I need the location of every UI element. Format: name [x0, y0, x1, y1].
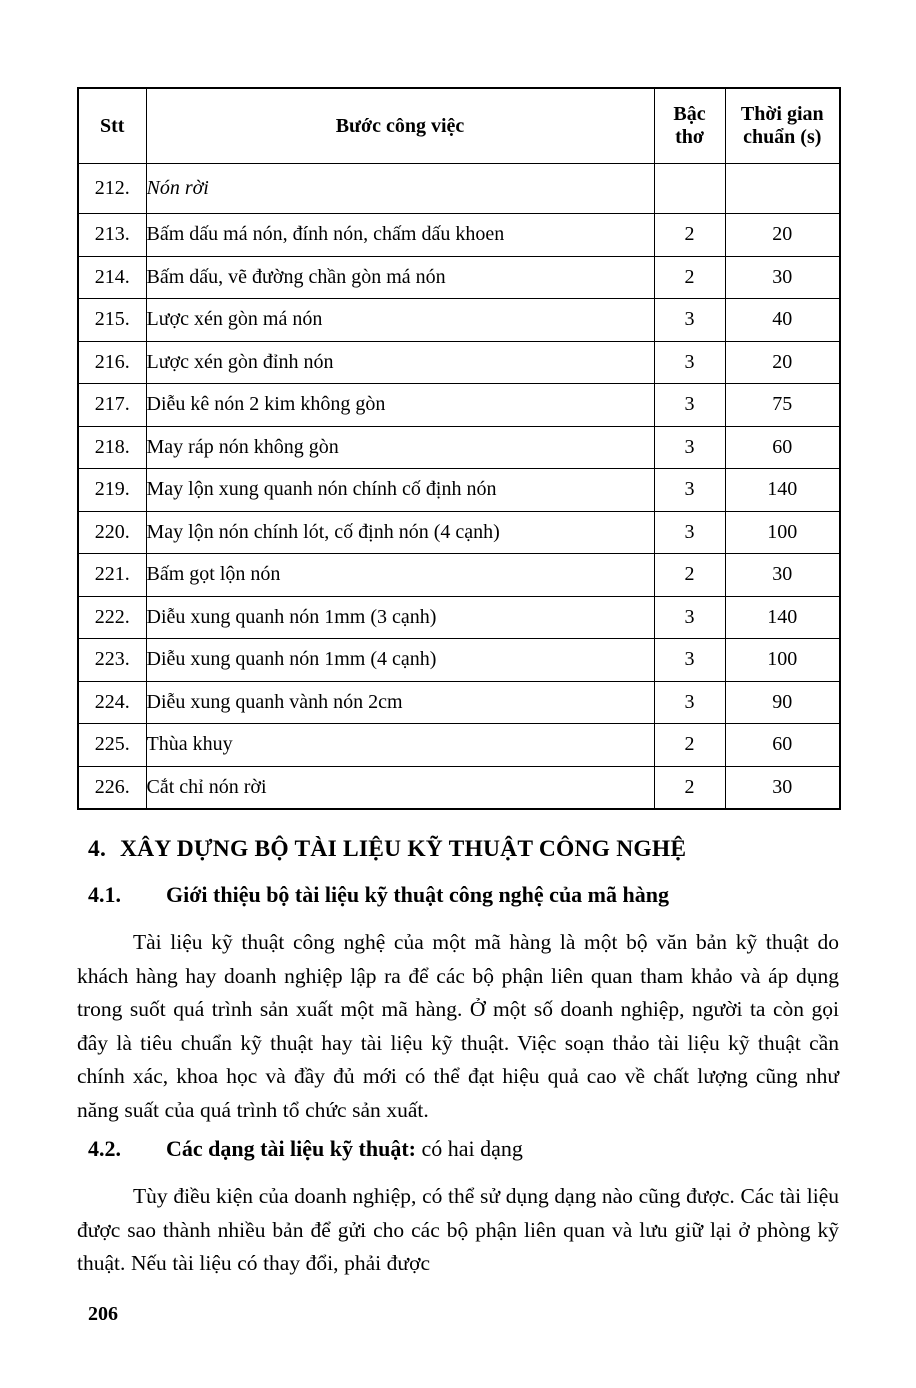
section-heading-4-2-title: Các dạng tài liệu kỹ thuật: [166, 1136, 416, 1161]
cell-grade: 2 [654, 766, 725, 809]
table-header-row [78, 88, 840, 164]
cell-stt: 215. [78, 299, 146, 342]
cell-description: Cắt chỉ nón rời [146, 766, 654, 809]
cell-time: 30 [725, 256, 840, 299]
table-row [78, 639, 840, 682]
section-heading-4-1 [88, 882, 848, 908]
cell-time: 60 [725, 724, 840, 767]
cell-grade: 2 [654, 724, 725, 767]
cell-time: 100 [725, 639, 840, 682]
cell-grade: 3 [654, 341, 725, 384]
cell-description: Bấm dấu, vẽ đường chần gòn má nón [146, 256, 654, 299]
column-header-time: Thời gian chuẩn (s) [725, 88, 840, 164]
table-row [78, 724, 840, 767]
column-header-stt: Stt [78, 88, 146, 164]
table-row [78, 554, 840, 597]
cell-description: Bấm gọt lộn nón [146, 554, 654, 597]
paragraph-4-2: Tùy điều kiện của doanh nghiệp, có thể sử dụng dạng nào cũng được. Các tài liệu được sao thành nhiều bản để gửi cho các bộ phận liên quan và lưu giữ lại ở phòng kỹ thuật. Nếu tài liệu có thay đổi, phải được [77, 1184, 839, 1275]
cell-grade: 3 [654, 511, 725, 554]
section-heading-4 [88, 836, 848, 863]
table-row [78, 469, 840, 512]
cell-description: Diễu xung quanh vành nón 2cm [146, 681, 654, 724]
section-heading-4-1-title: Giới thiệu bộ tài liệu kỹ thuật công nghệ của mã hàng [166, 882, 669, 907]
table-header [78, 88, 840, 164]
cell-stt: 222. [78, 596, 146, 639]
cell-time: 20 [725, 214, 840, 257]
cell-time: 140 [725, 596, 840, 639]
cell-description: Diễu xung quanh nón 1mm (4 cạnh) [146, 639, 654, 682]
cell-stt: 226. [78, 766, 146, 809]
cell-time: 90 [725, 681, 840, 724]
table-row [78, 596, 840, 639]
cell-grade: 3 [654, 299, 725, 342]
cell-description: Lược xén gòn đỉnh nón [146, 341, 654, 384]
cell-stt: 221. [78, 554, 146, 597]
table-row [78, 256, 840, 299]
cell-grade: 3 [654, 639, 725, 682]
section-heading-4-2 [88, 1136, 848, 1162]
cell-description: Nón rời [146, 164, 654, 214]
cell-time: 140 [725, 469, 840, 512]
table-row [78, 511, 840, 554]
table-row [78, 214, 840, 257]
table-row [78, 299, 840, 342]
cell-time: 75 [725, 384, 840, 427]
column-header-grade: Bậc thơ [654, 88, 725, 164]
section-heading-4-2-number: 4.2. [88, 1136, 121, 1161]
cell-grade [654, 164, 725, 214]
cell-description: May lộn xung quanh nón chính cố định nón [146, 469, 654, 512]
cell-time: 20 [725, 341, 840, 384]
cell-grade: 3 [654, 596, 725, 639]
cell-grade: 3 [654, 681, 725, 724]
cell-description: May lộn nón chính lót, cố định nón (4 cạnh) [146, 511, 654, 554]
cell-stt: 223. [78, 639, 146, 682]
table-row [78, 426, 840, 469]
table-row [78, 341, 840, 384]
cell-stt: 220. [78, 511, 146, 554]
cell-description: Thùa khuy [146, 724, 654, 767]
paragraph-4-1: Tài liệu kỹ thuật công nghệ của một mã hàng là một bộ văn bản kỹ thuật do khách hàng hay doanh nghiệp lập ra để các bộ phận liên quan tham khảo và áp dụng trong suốt quá trình sản xuất một mã hàng. Ở một số doanh nghiệp, người ta còn gọi đây là tiêu chuẩn kỹ thuật hay tài liệu kỹ thuật. Việc soạn thảo tài liệu kỹ thuật cần chính xác, khoa học và đầy đủ mới có thể đạt hiệu quả cao về chất lượng cũng như năng suất của quá trình tổ chức sản xuất. [77, 930, 839, 1122]
cell-grade: 3 [654, 426, 725, 469]
cell-time: 60 [725, 426, 840, 469]
table-body [78, 164, 840, 810]
work-steps-table [77, 87, 841, 810]
section-heading-4-title: XÂY DỰNG BỘ TÀI LIỆU KỸ THUẬT CÔNG NGHỆ [120, 836, 687, 862]
cell-stt: 219. [78, 469, 146, 512]
table-row [78, 766, 840, 809]
cell-time: 40 [725, 299, 840, 342]
cell-stt: 217. [78, 384, 146, 427]
table-row [78, 681, 840, 724]
cell-description: Diễu xung quanh nón 1mm (3 cạnh) [146, 596, 654, 639]
cell-description: Bấm dấu má nón, đính nón, chấm dấu khoen [146, 214, 654, 257]
cell-time: 30 [725, 554, 840, 597]
section-heading-4-1-number: 4.1. [88, 882, 121, 907]
cell-description: Lược xén gòn má nón [146, 299, 654, 342]
cell-time: 30 [725, 766, 840, 809]
table-row [78, 384, 840, 427]
work-steps-table-container [77, 87, 839, 810]
section-heading-4-number: 4. [88, 836, 107, 862]
cell-stt: 225. [78, 724, 146, 767]
cell-stt: 214. [78, 256, 146, 299]
cell-stt: 213. [78, 214, 146, 257]
cell-stt: 216. [78, 341, 146, 384]
cell-stt: 224. [78, 681, 146, 724]
cell-description: May ráp nón không gòn [146, 426, 654, 469]
cell-grade: 2 [654, 554, 725, 597]
column-header-description: Bước công việc [146, 88, 654, 164]
cell-grade: 2 [654, 256, 725, 299]
table-row [78, 164, 840, 214]
cell-time: 100 [725, 511, 840, 554]
cell-description: Diễu kê nón 2 kim không gòn [146, 384, 654, 427]
cell-grade: 3 [654, 469, 725, 512]
cell-stt: 218. [78, 426, 146, 469]
cell-stt: 212. [78, 164, 146, 214]
cell-grade: 3 [654, 384, 725, 427]
section-heading-4-2-tail: có hai dạng [415, 1136, 523, 1161]
cell-grade: 2 [654, 214, 725, 257]
cell-time [725, 164, 840, 214]
page-number: 206 [88, 1303, 118, 1325]
